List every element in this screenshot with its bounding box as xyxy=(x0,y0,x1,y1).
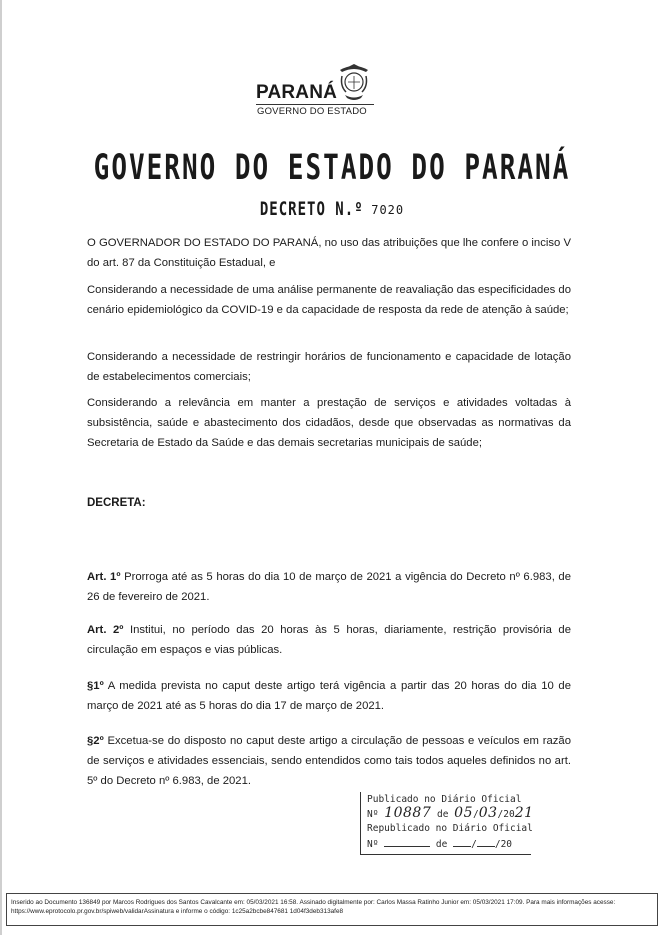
paragraph-1 xyxy=(87,676,571,716)
stamp-published-number: 10887 xyxy=(384,805,432,821)
paragraph-2-label: §2º xyxy=(87,735,104,747)
stamp-de-label: de xyxy=(436,809,449,820)
stamp-published-month: 03 xyxy=(478,805,498,821)
stamp-rep-day-blank xyxy=(453,837,471,847)
preamble-considering-1: Considerando a necessidade de uma análise permanente de reavaliação das especificidades do cenário epidemiológico da COVID-19 e da capacidade de resposta da rede de atenção à saúde; xyxy=(87,284,571,316)
stamp-no-label: Nº xyxy=(367,809,379,820)
logo-subtitle: GOVERNO DO ESTADO xyxy=(257,106,367,117)
stamp-published-label: Publicado no Diário Oficial xyxy=(367,794,522,805)
coat-of-arms-icon xyxy=(336,62,372,104)
article-2-text: Institui, no período das 20 horas às 5 horas, diariamente, restrição provisória de circulação em espaços e vias públicas. xyxy=(87,624,571,656)
decree-label: DECRETO N.º xyxy=(259,199,364,221)
stamp-rep-month-blank xyxy=(477,837,495,847)
logo-wordmark: PARANÁ xyxy=(256,82,338,103)
stamp-published-year: 21 xyxy=(514,805,534,821)
decreta-heading: DECRETA: xyxy=(87,497,146,509)
stamp-published-line: Nº 10887 de 05/03/2021 xyxy=(367,805,534,821)
article-2-label: Art. 2º xyxy=(87,624,124,636)
article-1-label: Art. 1º xyxy=(87,571,121,583)
article-2 xyxy=(87,620,571,660)
paragraph-2-text: Excetua-se do disposto no caput deste artigo a circulação de pessoas e veículos em razão de serviços e atividades essenciais, sendo entendidos como tais todos aqueles definidos no art. 5º do Decreto nº 6.983, de 2021. xyxy=(87,735,571,787)
document-title: GOVERNO DO ESTADO DO PARANÁ xyxy=(93,148,571,189)
stamp-rep-no-label: Nº xyxy=(367,839,379,850)
paragraph-2 xyxy=(87,731,571,791)
stamp-rep-de-label: de xyxy=(435,839,448,850)
stamp-published-day: 05 xyxy=(454,805,473,821)
parana-logo xyxy=(256,62,386,120)
stamp-republished-line: Nº de / /20 xyxy=(367,839,513,850)
paragraph-1-label: §1º xyxy=(87,680,104,692)
stamp-year-prefix: 20 xyxy=(503,809,515,820)
decree-number: 7020 xyxy=(371,203,405,217)
preamble-considering-3: Considerando a relevância em manter a prestação de serviços e atividades voltadas à subsistência, saúde e abastecimento dos cidadãos, desde que observadas as normativas da Secretaria de Estado da Saúde e das demais secretarias municipais de saúde; xyxy=(87,397,571,449)
preamble-intro: O GOVERNADOR DO ESTADO DO PARANÁ, no uso das atribuições que lhe confere o inciso V do art. 87 da Constituição Estadual, e xyxy=(87,237,571,269)
decree-heading xyxy=(0,199,664,221)
article-1-text: Prorroga até as 5 horas do dia 10 de março de 2021 a vigência do Decreto nº 6.983, de 26 de fevereiro de 2021. xyxy=(87,571,571,603)
paragraph-1-text: A medida prevista no caput deste artigo terá vigência a partir das 20 horas do dia 10 de março de 2021 até as 5 horas do dia 17 de março de 2021. xyxy=(87,680,571,712)
stamp-rep-year-prefix: 20 xyxy=(500,839,513,850)
preamble-considering-2: Considerando a necessidade de restringir horários de funcionamento e capacidade de lotação de estabelecimentos comerciais; xyxy=(87,351,571,383)
digital-signature-footer: Inserido ao Documento 136849 por Marcos Rodrigues dos Santos Cavalcante em: 05/03/2021 16:58. Assinado digitalmente por: Carlos Massa Ratinho Junior em: 05/03/2021 17:09. Para mais informações acesse: https://www.eprotocolo.pr.gov.br/spiweb/validarAssinatura e informe o código: 1c25a2bcbe847681 1d04f3deb313afe8 xyxy=(6,893,658,926)
publication-stamp xyxy=(360,792,534,855)
logo-divider xyxy=(256,104,374,105)
article-1 xyxy=(87,567,571,607)
stamp-republished-label: Republicado no Diário Oficial xyxy=(367,823,533,834)
stamp-rep-number-blank xyxy=(384,837,430,847)
